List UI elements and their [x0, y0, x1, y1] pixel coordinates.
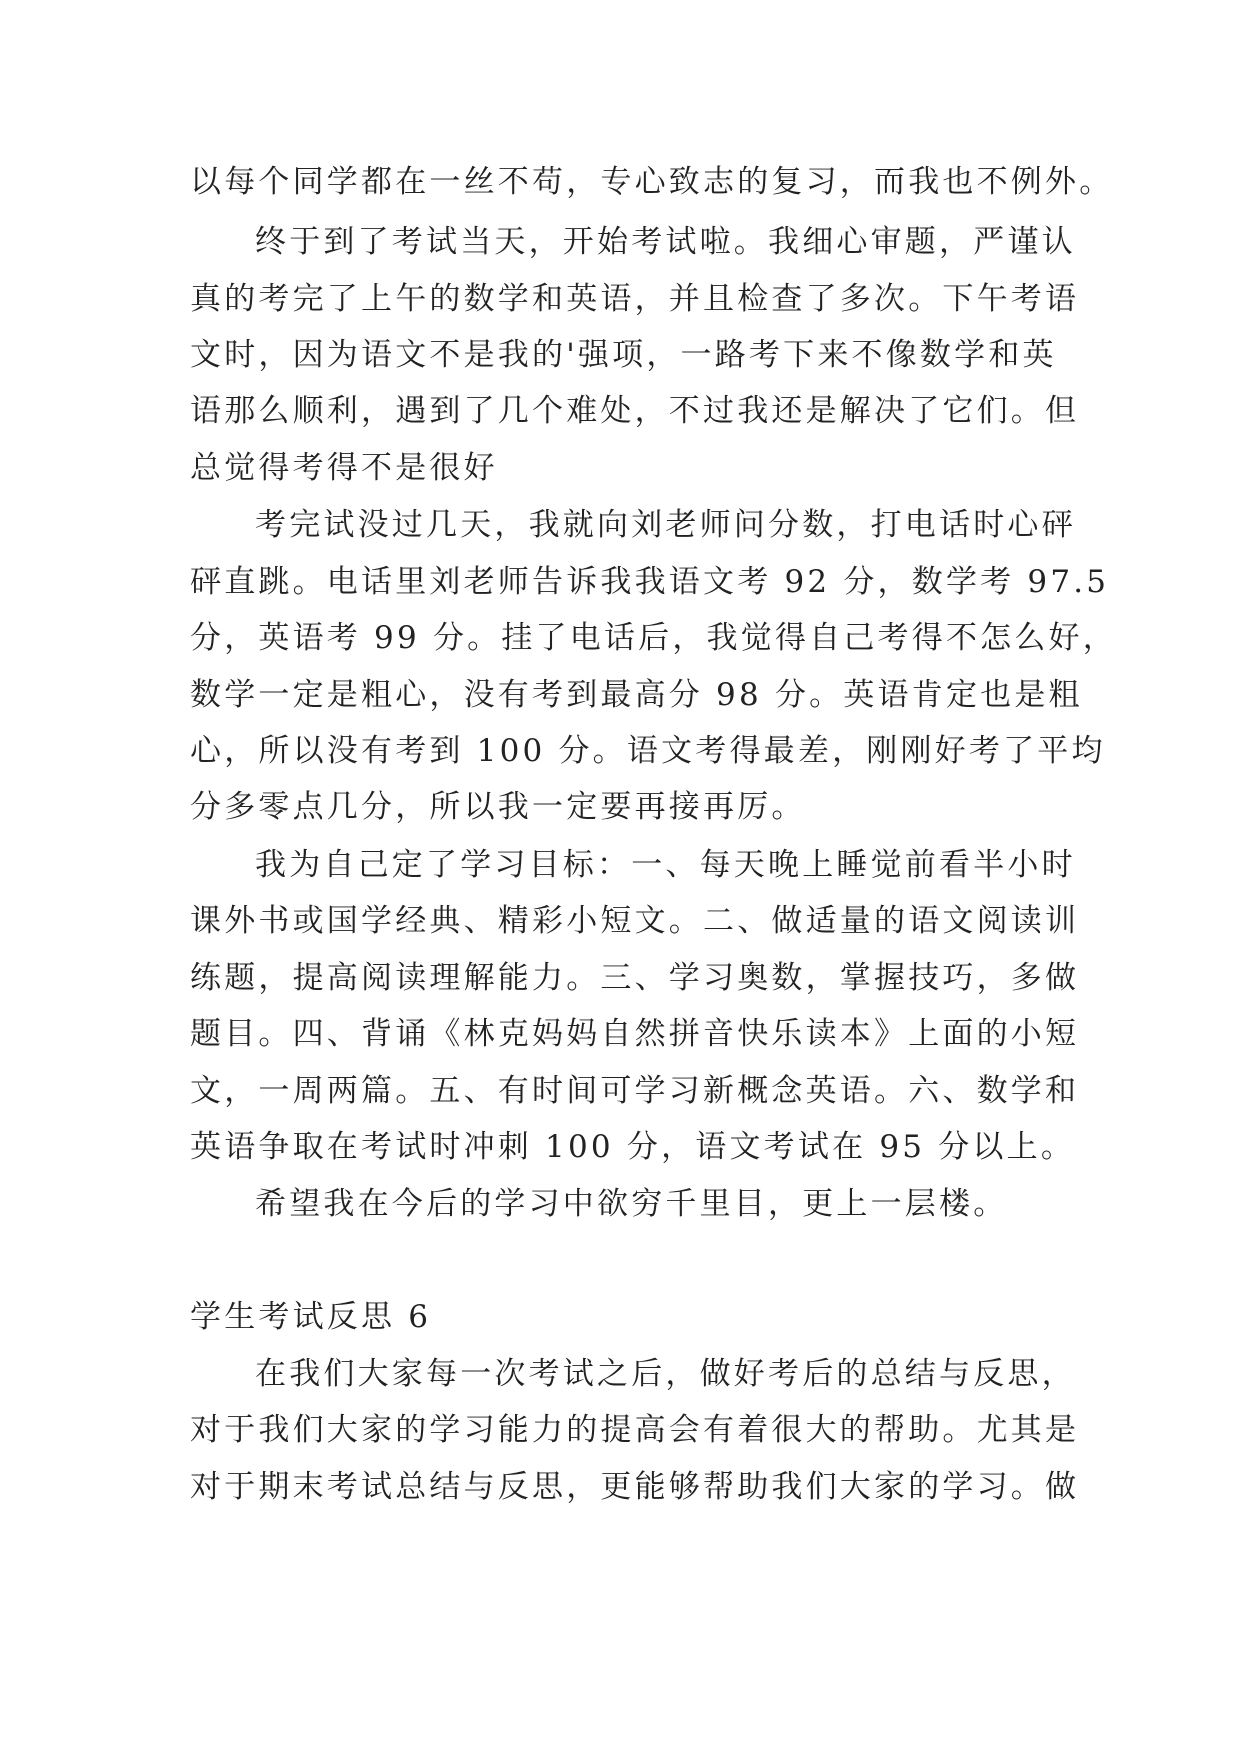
- text-line: 以每个同学都在一丝不苟，专心致志的复习，而我也不例外。: [190, 164, 1114, 200]
- text-line: 对于期末考试总结与反思，更能够帮助我们大家的学习。做: [190, 1469, 1080, 1505]
- text-line: 课外书或国学经典、精彩小短文。二、做适量的语文阅读训: [190, 903, 1080, 939]
- text-line: 总觉得考得不是很好: [190, 450, 498, 486]
- text-line: 真的考完了上午的数学和英语，并且检查了多次。下午考语: [190, 281, 1080, 317]
- text-line: 砰直跳。电话里刘老师告诉我我语文考 92 分，数学考 97.5: [190, 564, 1110, 600]
- text-line: 数学一定是粗心，没有考到最高分 98 分。英语肯定也是粗: [190, 677, 1083, 713]
- text-line: 英语争取在考试时冲刺 100 分，语文考试在 95 分以上。: [190, 1129, 1076, 1165]
- text-line: 对于我们大家的学习能力的提高会有着很大的帮助。尤其是: [190, 1412, 1080, 1448]
- section-heading: 学生考试反思 6: [190, 1299, 432, 1335]
- paragraph-start-line: 在我们大家每一次考试之后，做好考后的总结与反思，: [255, 1356, 1076, 1392]
- text-line: 分，英语考 99 分。挂了电话后，我觉得自己考得不怎么好，: [190, 620, 1117, 656]
- text-line: 文时，因为语文不是我的'强项，一路考下来不像数学和英: [190, 337, 1057, 373]
- text-line: 练题，提高阅读理解能力。三、学习奥数，掌握技巧，多做: [190, 960, 1080, 996]
- text-line: 语那么顺利，遇到了几个难处，不过我还是解决了它们。但: [190, 393, 1080, 429]
- text-line: 心，所以没有考到 100 分。语文考得最差，刚刚好考了平均: [190, 733, 1106, 769]
- text-line: 文，一周两篇。五、有时间可学习新概念英语。六、数学和: [190, 1073, 1080, 1109]
- paragraph-start-line: 考完试没过几天，我就向刘老师问分数，打电话时心砰: [255, 507, 1076, 543]
- paragraph-start-line: 希望我在今后的学习中欲穷千里目，更上一层楼。: [255, 1186, 1008, 1222]
- text-line: 分多零点几分，所以我一定要再接再厉。: [190, 789, 806, 825]
- paragraph-start-line: 终于到了考试当天，开始考试啦。我细心审题，严谨认: [255, 224, 1076, 260]
- paragraph-start-line: 我为自己定了学习目标：一、每天晚上睡觉前看半小时: [255, 847, 1076, 883]
- text-line: 题目。四、背诵《林克妈妈自然拼音快乐读本》上面的小短: [190, 1016, 1080, 1052]
